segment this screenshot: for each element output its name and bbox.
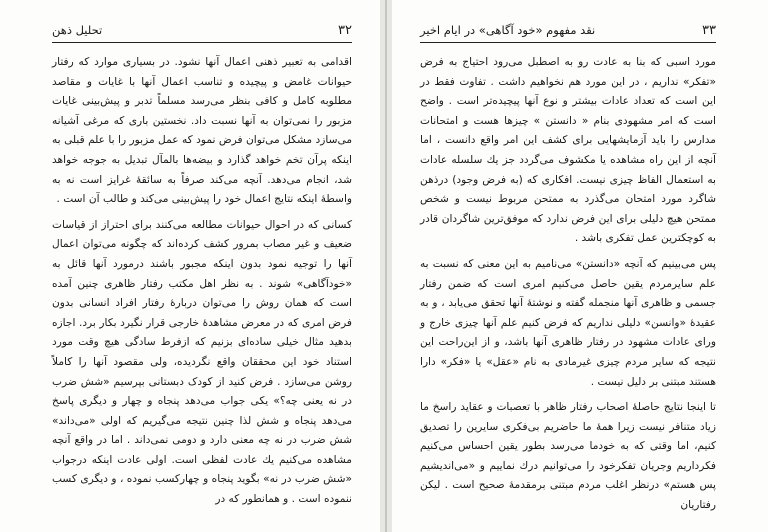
paragraph: کسانی که در احوال حیوانات مطالعه می‌کنند برای احتراز از قیاسات ضعیف و غیر مصاب بمرور کشف کرده‌اند که چگونه می‌توان اعمال آنها را توجیه نمود بدون اینکه مجبور باشند درمورد آنها قائل به «خودآگاهی» شوند . به نظر اهل مکتب رفتار ظاهری چنین آمده است که همان روش را می‌توان دربارهٔ رفتار افراد انسانی بدون فرض امری که در معرض مشاهدهٔ خارجی قرار نگیرد بکار برد. اجازه بدهید مثال خیلی ساده‌ای بزنیم که ازفرط سادگی هیچ وقت مورد استناد خود این محققان واقع نگردیده، ولی مقصود آنها را کاملاً روشن می‌سازد . فرض کنید از کودک دبستانی بپرسیم «شش ضرب در نه یعنی چه؟» یکی جواب می‌دهد پنجاه و چهار و دیگری پاسخ می‌دهد پنجاه و شش لذا چنین نتیجه می‌گیریم که اولی «می‌داند» شش ضرب در نه چه معنی دارد و دومی نمی‌داند . اما در واقع آنچه مشاهده می‌کنیم یك عادت لفظی است. اولی عادت اینکه درجواب «شش ضرب در نه» بگوید پنجاه و چهارکسب نموده ، و دیگری کسب ننموده است . و همانطور که در [52, 218, 352, 506]
paragraph: اقدامی به تعبیر ذهنی اعمال آنها نشود. در بسیاری موارد که رفتار حیوانات غامض و پیچیده و تناسب اعمال آنها با غایات و مقاصد مطلوبه کامل و کافی بنظر می‌رسد مسلماً تدبر و پیش‌بینی غایات مزبور را نمی‌توان به آنها نسبت داد. نخستین باری که مرغی آشیانه می‌سازد مشکل می‌توان فرض نمود که عمل مزبور را با علم قبلی به اینکه پرآن تخم خواهد گذارد و بیضه‌ها بالمآل تبدیل به جوجه خواهد شد، انجام می‌دهد. آنچه می‌کند صرفاً به سائقهٔ غرایز است نه به واسطهٔ اینکه نتایج اعمال خود را پیش‌بینی می‌کند و طالب آن است . [52, 56, 352, 206]
left-page-header [52, 22, 352, 43]
paragraph: تا اینجا نتایج حاصلهٔ اصحاب رفتار ظاهر با تعصبات و عقاید راسخ ما زیاد متنافر نیست زیرا همهٔ ما حاضریم بی‌فکری سایرین را تصدیق کنیم، اما وقتی که به خودما می‌رسد بطور یقین احساس می‌کنیم فکرداریم وجریان تفکرخود را می‌توانیم درك نماییم و «می‌اندیشیم پس هستم» درنظر اغلب مردم مبتنی برمقدمهٔ صحیح است . لیکن رفتاریان [420, 401, 716, 512]
right-running-title: نقد مفهوم «خود آگاهی» در ایام اخیر [420, 23, 596, 37]
right-page-header [420, 22, 716, 43]
book-gutter [380, 0, 392, 532]
left-page-body [52, 53, 352, 510]
left-running-title: تحلیل ذهن [52, 23, 103, 37]
paragraph: پس می‌بینیم که آنچه «دانستن» می‌نامیم به این معنی که نسبت به علم سایرمردم یقین حاصل می‌کنیم امری است که ضمن رفتار جسمی و ظاهری آنها منجمله گفته و نوشتهٔ آنها تحقق می‌یابد ، و به عقیدهٔ «وانسن» دلیلی نداریم که فرض کنیم علم آنها چیزی خارج و ورای عادات مشهود در رفتار ظاهری آنها باشد، و از این‌راحت این نتیجه که سایر مردم چیزی غیرمادی به نام «عقل» یا «فکر» دارا هستند مبتنی بر دلیل نیست . [420, 257, 716, 388]
left-page-number: ۳۲ [338, 23, 352, 38]
left-page [0, 0, 380, 532]
right-page [392, 0, 768, 532]
right-page-number: ۳۳ [702, 23, 716, 38]
paragraph: مورد اسبی که بنا به عادت رو به اصطبل می‌رود احتیاج به فرض «تفکر» نداریم ، در این مورد هم نخواهیم داشت . تفاوت فقط در این است که تعداد عادات بیشتر و نوع آنها پیچیده‌تر است . واضح است که امر مشهودی بنام « دانستن » چیزها هست و امتحانات مدارس را باید آزمایشهایی برای کشف این امر واقع دانست ، اما آنچه از این راه مشاهده یا مکشوف می‌گردد جز یك سلسله عادات به استعمال الفاظ چیزی نیست. افکاری که (به فرض وجود) درذهن شاگرد مورد امتحان می‌گذرد به ممتحن مربوط نیست و شخص ممتحن هیچ دلیلی برای این فرض ندارد که موفق‌ترین شاگردان قادر به کوچکترین عمل تفکری باشد . [420, 56, 716, 245]
right-page-body [420, 53, 716, 516]
